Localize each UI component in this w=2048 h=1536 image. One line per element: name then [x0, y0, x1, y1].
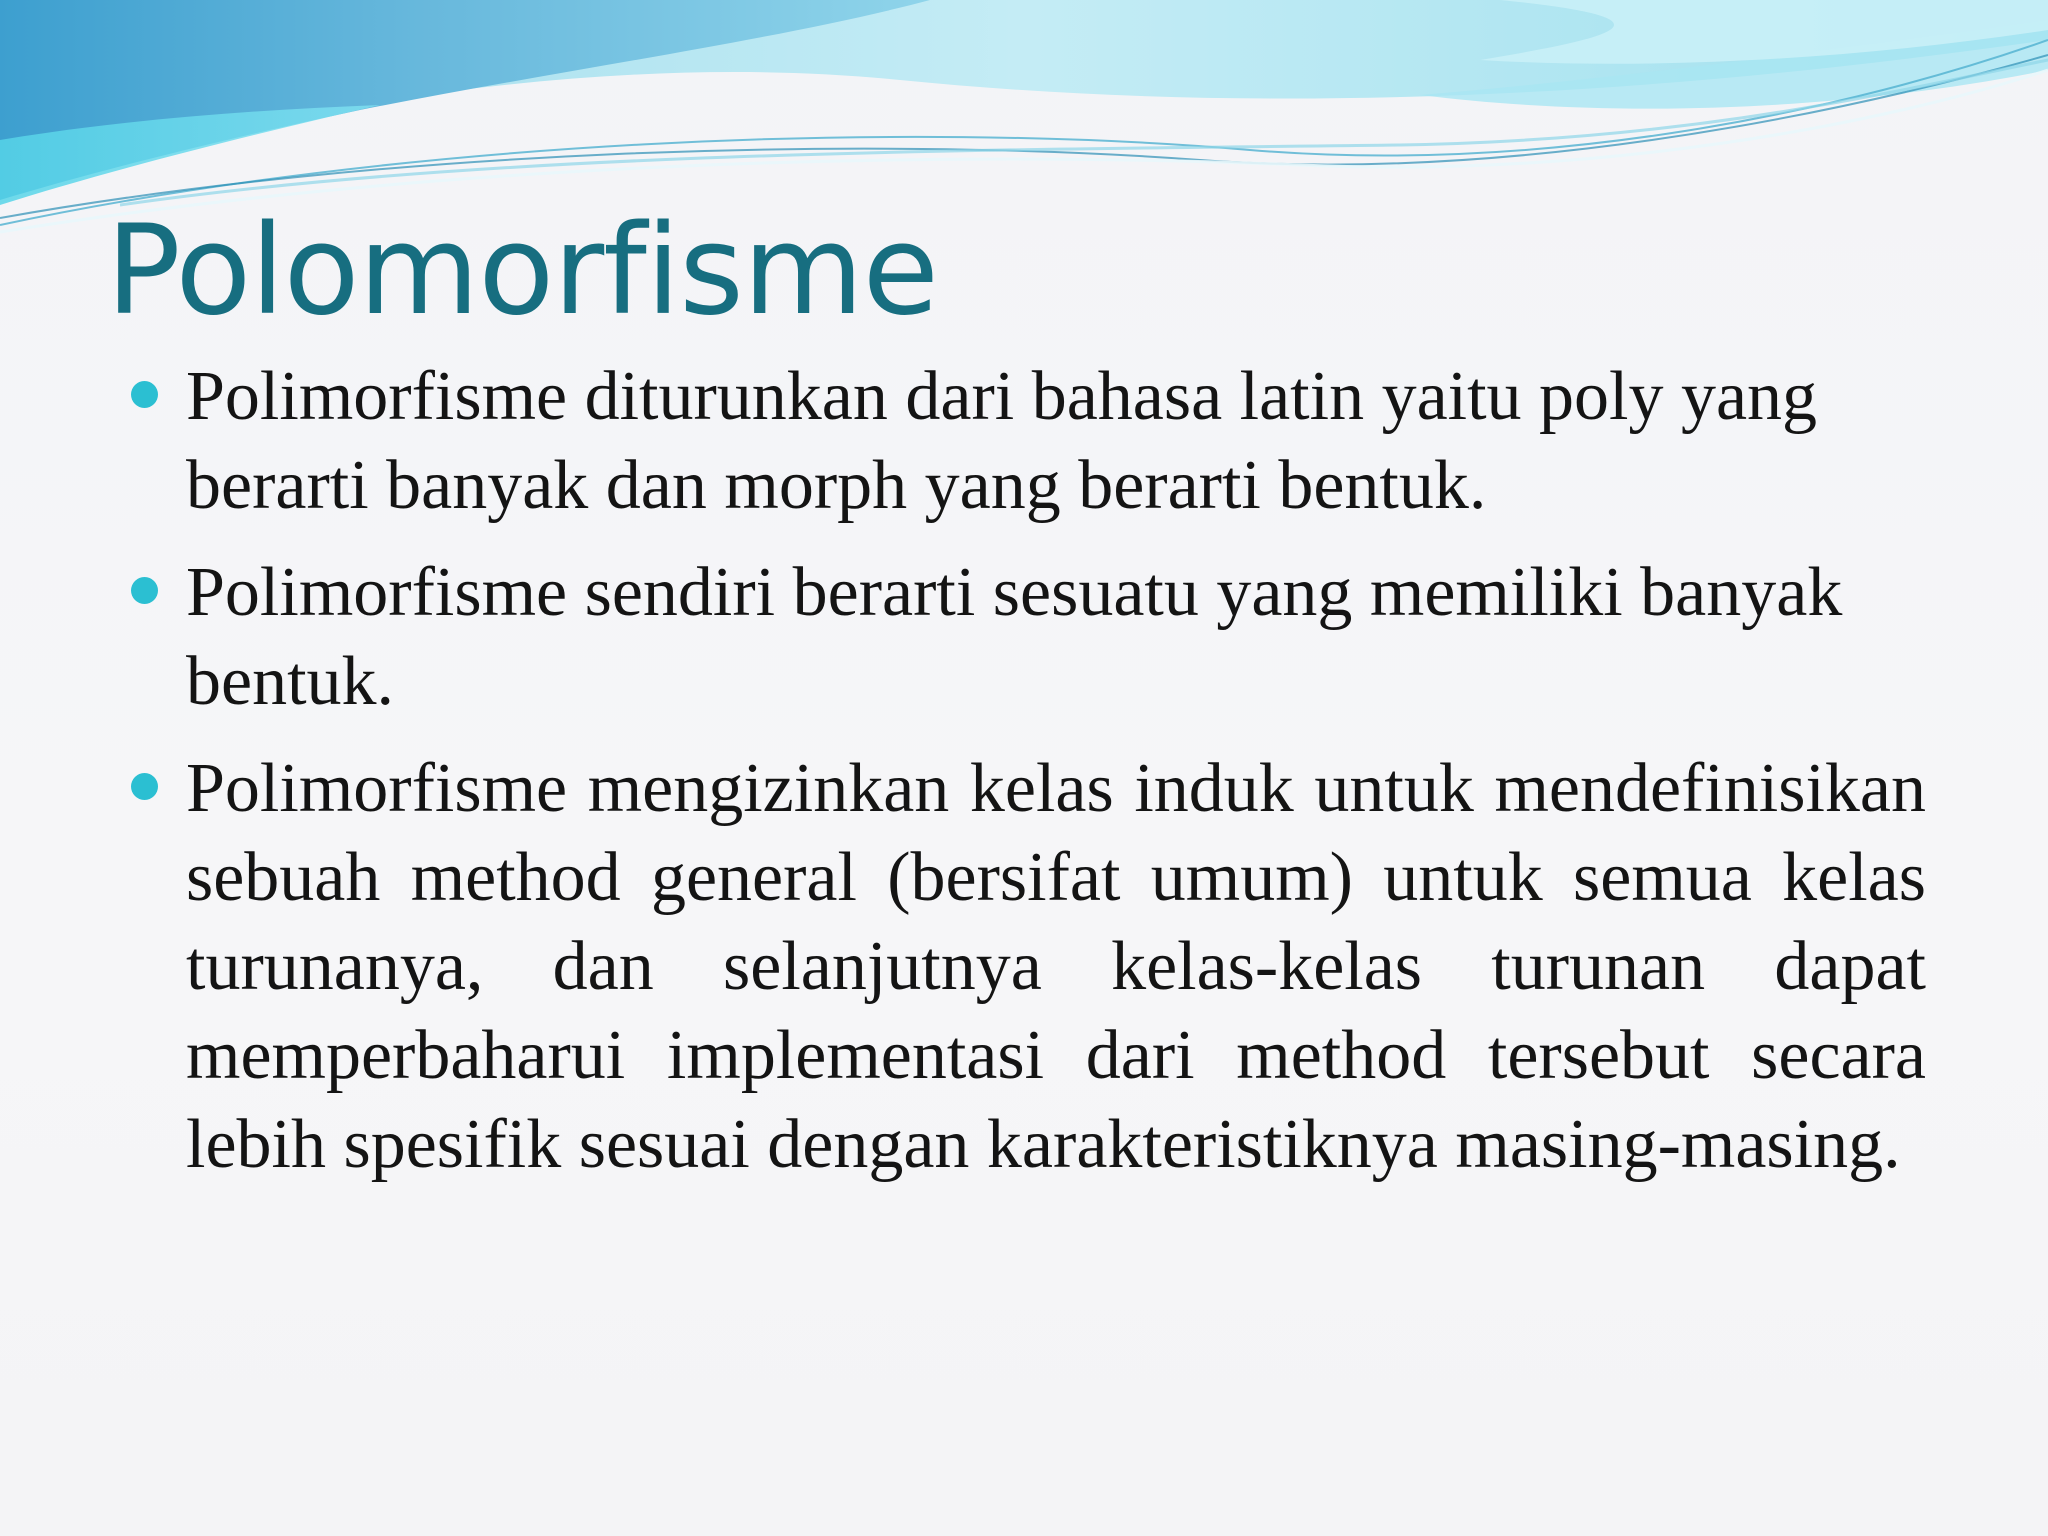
bullet-item-3 [186, 744, 1926, 1189]
bullet-icon [131, 773, 158, 800]
bullet-text: Polimorfisme sendiri berarti sesuatu yang memiliki banyak bentuk. [186, 554, 1843, 720]
bullet-text: Polimorfisme diturunkan dari bahasa latin yaitu poly yang berarti banyak dan morph yang berarti bentuk. [186, 358, 1818, 524]
bullet-item-2 [186, 548, 1926, 726]
bullet-text: Polimorfisme mengizinkan kelas induk untuk mendefinisikan sebuah method general (bersifat umum) untuk semua kelas turunanya, dan selanjutnya kelas-kelas turunan dapat memperbaharui implementasi dari method tersebut secara lebih spesifik sesuai dengan karakteristiknya masing-masing. [186, 750, 1926, 1183]
bullet-icon [131, 577, 158, 604]
bullet-icon [131, 381, 158, 408]
bullet-list [186, 352, 1926, 1207]
bullet-item-1 [186, 352, 1926, 530]
slide-title: Polomorfisme [106, 199, 938, 343]
